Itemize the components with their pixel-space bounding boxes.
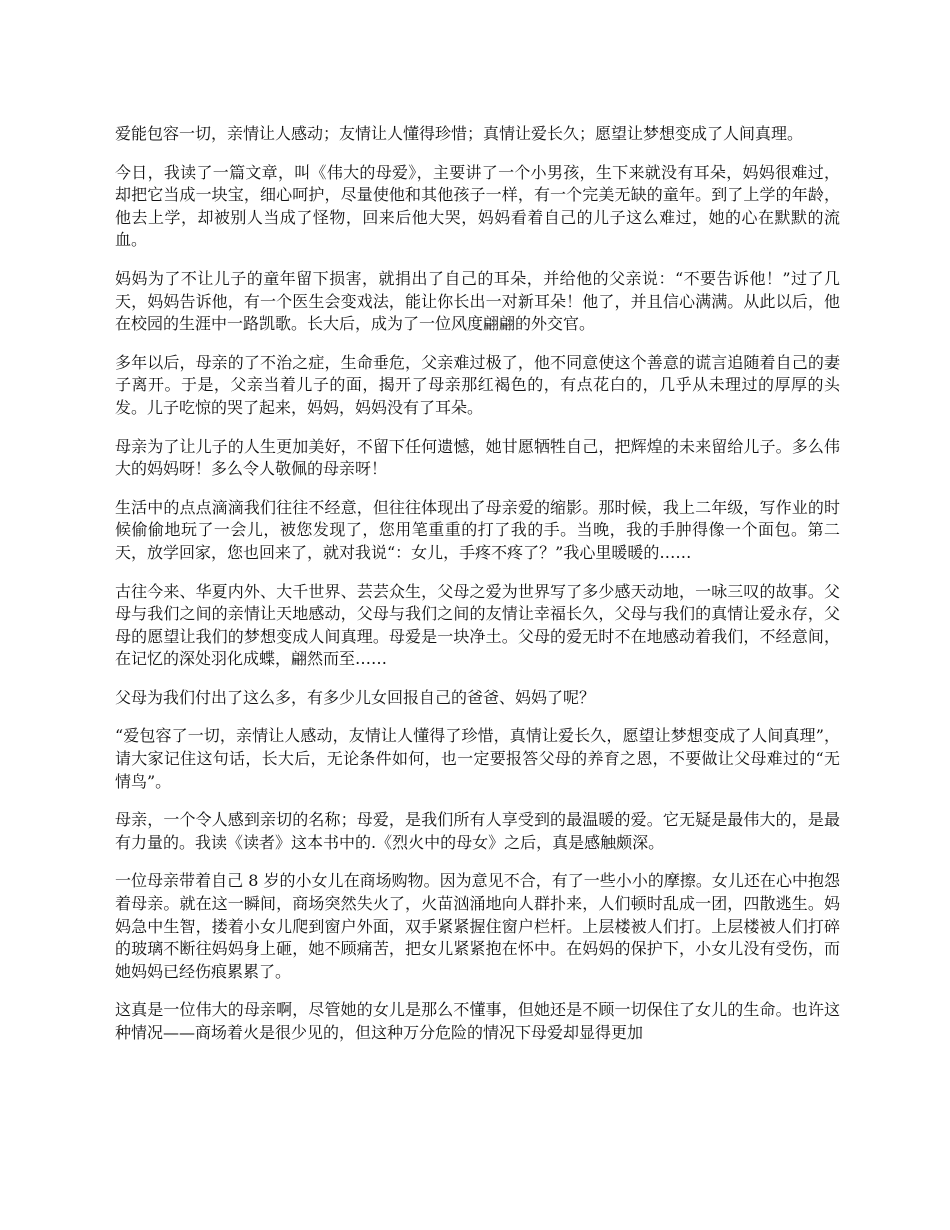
paragraph-8: 父母为我们付出了这么多，有多少儿女回报自己的爸爸、妈妈了呢？ bbox=[115, 687, 596, 707]
paragraph-5: 母亲为了让儿子的人生更加美好，不留下任何遗憾，她甘愿牺牲自己，把辉煌的未来留给儿子。多么伟大的妈妈呀！多么令人敬佩的母亲呀！ bbox=[115, 436, 840, 479]
paragraph-10: 母亲，一个令人感到亲切的名称；母爱，是我们所有人享受到的最温暖的爱。它无疑是最伟大的，是最有力量的。我读《读者》这本书中的.《烈火中的母女》之后，真是感触颇深。 bbox=[115, 810, 840, 852]
document-page bbox=[115, 123, 840, 1061]
paragraph-3: 妈妈为了不让儿子的童年留下损害，就捐出了自己的耳朵，并给他的父亲说：“不要告诉他！”过了几天，妈妈告诉他，有一个医生会变戏法，能让你长出一对新耳朵！他了，并且信心满满。从此以后，他在校园的生涯中一路凯歌。长大后，成为了一位风度翩翩的外交官。 bbox=[115, 268, 840, 334]
paragraph-1: 爱能包容一切，亲情让人感动；友情让人懂得珍惜；真情让爱长久；愿望让梦想变成了人间真理。 bbox=[115, 124, 804, 143]
paragraph-2: 今日，我读了一篇文章，叫《伟大的母爱》，主要讲了一个小男孩，生下来就没有耳朵，妈妈很难过，却把它当成一块宝，细心呵护，尽量使他和其他孩子一样，有一个完美无缺的童年。到了上学的年龄，他去上学，却被别人当成了怪物，回来后他大哭，妈妈看着自己的儿子这么难过，她的心在默默的流血。 bbox=[115, 162, 840, 250]
paragraph-11: 一位母亲带着自己 8 岁的小女儿在商场购物。因为意见不合，有了一些小小的摩擦。女儿还在心中抱怨着母亲。就在这一瞬间，商场突然失火了，火苗汹涌地向人群扑来，人们顿时乱成一团，四散逃生。妈妈急中生智，搂着小女儿爬到窗户外面，双手紧紧握住窗户栏杆。上层楼被人们打。上层楼被人们打碎的玻璃不断往妈妈身上砸，她不顾痛苦，把女儿紧紧抱在怀中。在妈妈的保护下，小女儿没有受伤，而她妈妈已经伤痕累累了。 bbox=[115, 871, 840, 981]
paragraph-7: 古往今来、华夏内外、大千世界、芸芸众生，父母之爱为世界写了多少感天动地，一咏三叹的故事。父母与我们之间的亲情让天地感动，父母与我们之间的友情让幸福长久，父母与我们的真情让爱永存，父母的愿望让我们的梦想变成人间真理。母爱是一块净土。父母的爱无时不在地感动着我们，不经意间，在记忆的深处羽化成蝶，翩然而至…… bbox=[115, 581, 840, 669]
paragraph-4: 多年以后，母亲的了不治之症，生命垂危，父亲难过极了，他不同意使这个善意的谎言追随着自己的妻子离开。于是，父亲当着儿子的面，揭开了母亲那红褐色的，有点花白的，几乎从未理过的厚厚的头发。儿子吃惊的哭了起来，妈妈，妈妈没有了耳朵。 bbox=[115, 352, 840, 417]
paragraph-9: “爱包容了一切，亲情让人感动，友情让人懂得了珍惜，真情让爱长久，愿望让梦想变成了人间真理”，请大家记住这句话，长大后，无论条件如何，也一定要报答父母的养育之恩，不要做让父母难过的“无情鸟”。 bbox=[115, 726, 840, 791]
paragraph-6: 生活中的点点滴滴我们往往不经意，但往往体现出了母亲爱的缩影。那时候，我上二年级，写作业的时候偷偷地玩了一会儿，被您发现了，您用笔重重的打了我的手。当晚，我的手肿得像一个面包。第二天，放学回家，您也回来了，就对我说“：女儿，手疼不疼了？”我心里暖暖的…… bbox=[115, 497, 840, 562]
paragraph-12: 这真是一位伟大的母亲啊，尽管她的女儿是那么不懂事，但她还是不顾一切保住了女儿的生命。也许这种情况——商场着火是很少见的，但这种万分危险的情况下母爱却显得更加 bbox=[115, 1000, 840, 1042]
